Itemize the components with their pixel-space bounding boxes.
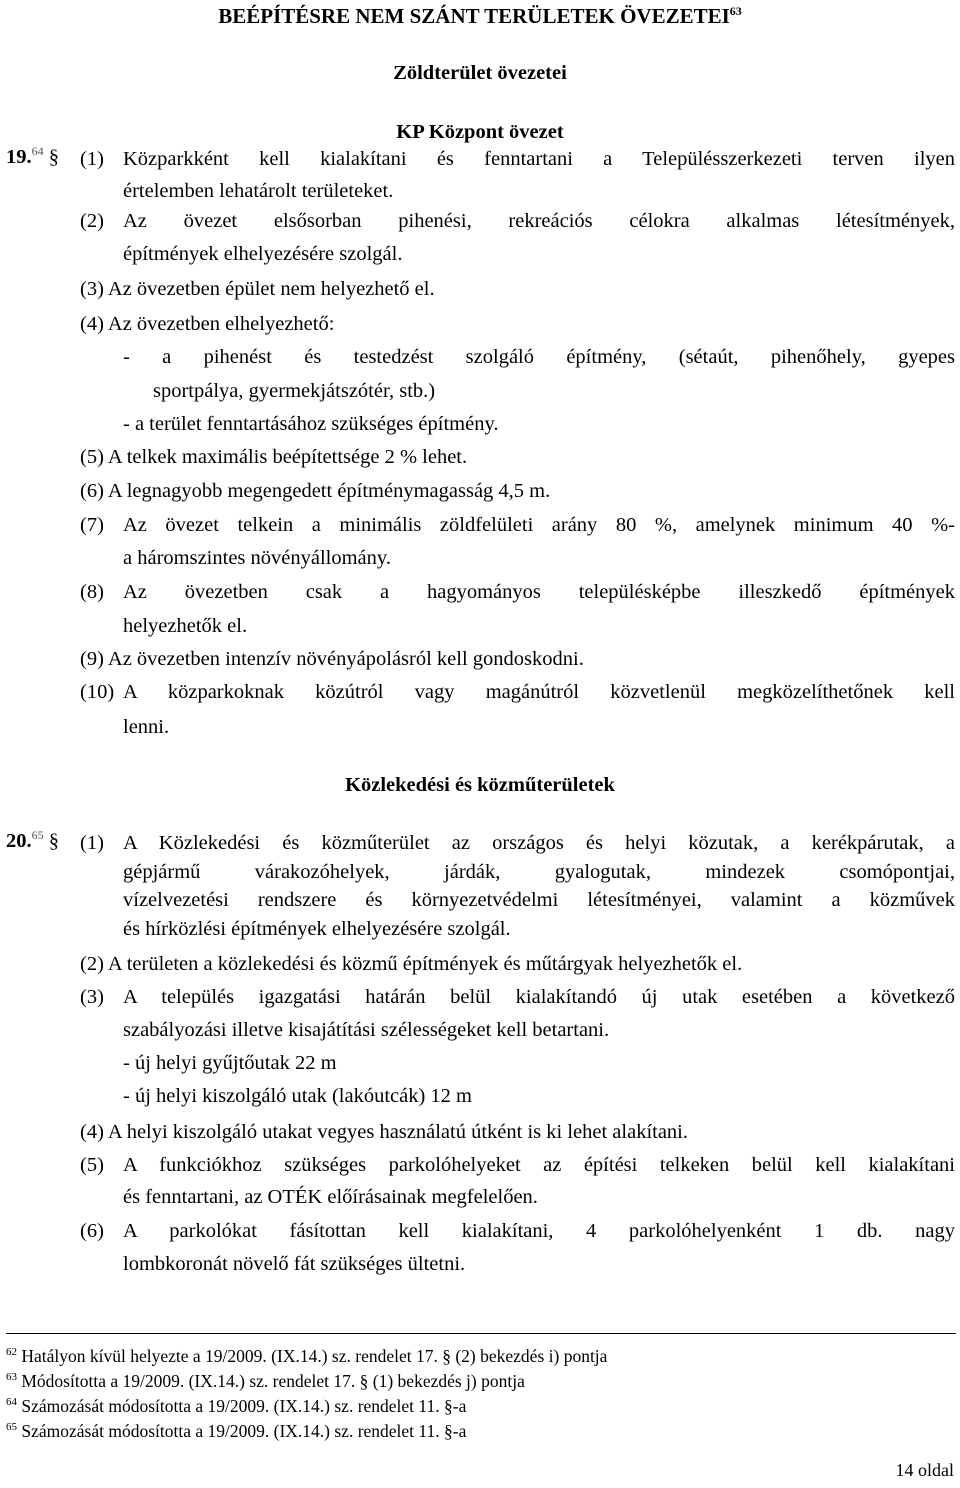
footnote-ref: 64 [31,144,44,159]
footnote-63 [6,1371,525,1392]
footnote-ref: 65 [31,828,44,843]
p19-1-label: (1) [80,148,104,170]
section-19-number [6,146,59,169]
footnote-number: 64 [6,1396,17,1409]
p19-4: (4) Az övezetben elhelyezhető: [80,313,335,335]
footnote-62 [6,1346,607,1367]
p19-4-dash2: - a terület fenntartásához szükséges építmény. [123,413,499,435]
section-number: 19. [6,146,32,168]
p19-1-line2: értelemben lehatárolt területeket. [123,180,394,202]
chapter-title [0,4,960,29]
footnote-65 [6,1421,466,1442]
p19-4-dash1-line2: sportpálya, gyermekjátszótér, stb.) [153,380,436,402]
p19-7-line2: a háromszintes növényállomány. [123,547,391,569]
p20-5-line1: A funkciókhoz szükséges parkolóhelyeket az építési telkeken belül kell kialakítani [123,1154,955,1176]
p19-8-line2: helyezhetők el. [123,615,248,637]
chapter-title-text: BEÉPÍTÉSRE NEM SZÁNT TERÜLETEK ÖVEZETEI [218,4,730,28]
page-number: 14 oldal [895,1460,954,1480]
p20-3-label: (3) [80,986,104,1008]
footnote-64 [6,1396,466,1417]
p19-3: (3) Az övezetben épület nem helyezhető el. [80,278,435,300]
p20-1-line1: A Közlekedési és közműterület az országos és helyi közutak, a kerékpárutak, a [123,832,955,854]
p20-3-line1: A település igazgatási határán belül kialakítandó új utak esetében a következő [123,986,955,1008]
section-number: 20. [6,830,32,852]
p20-6-line1: A parkolókat fásítottan kell kialakítani, 4 parkolóhelyenként 1 db. nagy [123,1220,955,1242]
section-heading-green: Zöldterület övezetei [393,62,567,84]
section-20-number [6,830,59,853]
p19-2-label: (2) [80,210,104,232]
p19-10-line1: A közparkoknak közútról vagy magánútról közvetlenül megközelíthetőnek kell [123,681,955,703]
footnote-number: 63 [6,1371,17,1384]
p20-3-line2: szabályozási illetve kisajátítási szélességeket kell betartani. [123,1019,610,1041]
p20-1-line2: gépjármű várakozóhelyek, járdák, gyalogutak, mindezek csomópontjai, [123,861,955,883]
p19-8-line1: Az övezetben csak a hagyományos településképbe illeszkedő építmények [123,581,955,603]
p20-6-line2: lombkoronát növelő fát szükséges ültetni. [123,1253,466,1275]
p19-2-line1: Az övezet elsősorban pihenési, rekreációs célokra alkalmas létesítmények, [123,210,955,232]
footnote-separator [6,1333,956,1334]
p20-1-label: (1) [80,832,104,854]
p20-5-line2: és fenntartani, az OTÉK előírásainak megfelelően. [123,1186,538,1208]
p19-2-line2: építmények elhelyezésére szolgál. [123,243,403,265]
p19-7-line1: Az övezet telkein a minimális zöldfelületi arány 80 %, amelynek minimum 40 %- [123,514,955,536]
p20-3-dash2: - új helyi kiszolgáló utak (lakóutcák) 12 m [123,1085,472,1107]
p19-6: (6) A legnagyobb megengedett építménymagasság 4,5 m. [80,480,551,502]
footnote-text: Hatályon kívül helyezte a 19/2009. (IX.14.) sz. rendelet 17. § (2) bekezdés i) pontja [21,1346,608,1366]
footnote-text: Módosította a 19/2009. (IX.14.) sz. rendelet 17. § (1) bekezdés j) pontja [21,1371,525,1391]
p20-2: (2) A területen a közlekedési és közmű építmények és műtárgyak helyezhetők el. [80,953,743,975]
p20-6-label: (6) [80,1220,104,1242]
footnote-text: Számozását módosította a 19/2009. (IX.14.) sz. rendelet 11. §-a [21,1396,467,1416]
p20-1-line4: és hírközlési építmények elhelyezésére szolgál. [123,918,511,940]
p19-8-label: (8) [80,581,104,603]
p19-10-label: (10) [80,681,115,703]
p19-4-dash1-line1: - a pihenést és testedzést szolgáló építmény, (sétaút, pihenőhely, gyepes [123,346,955,368]
p20-5-label: (5) [80,1154,104,1176]
p19-7-label: (7) [80,514,104,536]
footnote-number: 65 [6,1421,17,1434]
p19-10-line2: lenni. [123,716,170,738]
p19-1-line1: Közparkként kell kialakítani és fenntartani a Településszerkezeti terven ilyen [123,148,955,170]
p19-9: (9) Az övezetben intenzív növényápolásról kell gondoskodni. [80,648,584,670]
paragraph-sign: § [48,146,59,168]
chapter-title-footnote-ref: 63 [729,4,742,18]
paragraph-sign: § [48,830,59,852]
footnote-text: Számozását módosította a 19/2009. (IX.14.) sz. rendelet 11. §-a [21,1421,467,1441]
footnote-number: 62 [6,1346,17,1359]
p20-3-dash1: - új helyi gyűjtőutak 22 m [123,1052,337,1074]
section-heading-traffic: Közlekedési és közműterületek [345,774,615,796]
p20-1-line3: vízelvezetési rendszere és környezetvédelmi létesítményei, valamint a közművek [123,889,955,911]
p20-4: (4) A helyi kiszolgáló utakat vegyes használatú útként is ki lehet alakítani. [80,1121,689,1143]
section-heading-kp: KP Központ övezet [396,121,564,143]
p19-5: (5) A telkek maximális beépítettsége 2 % lehet. [80,446,468,468]
